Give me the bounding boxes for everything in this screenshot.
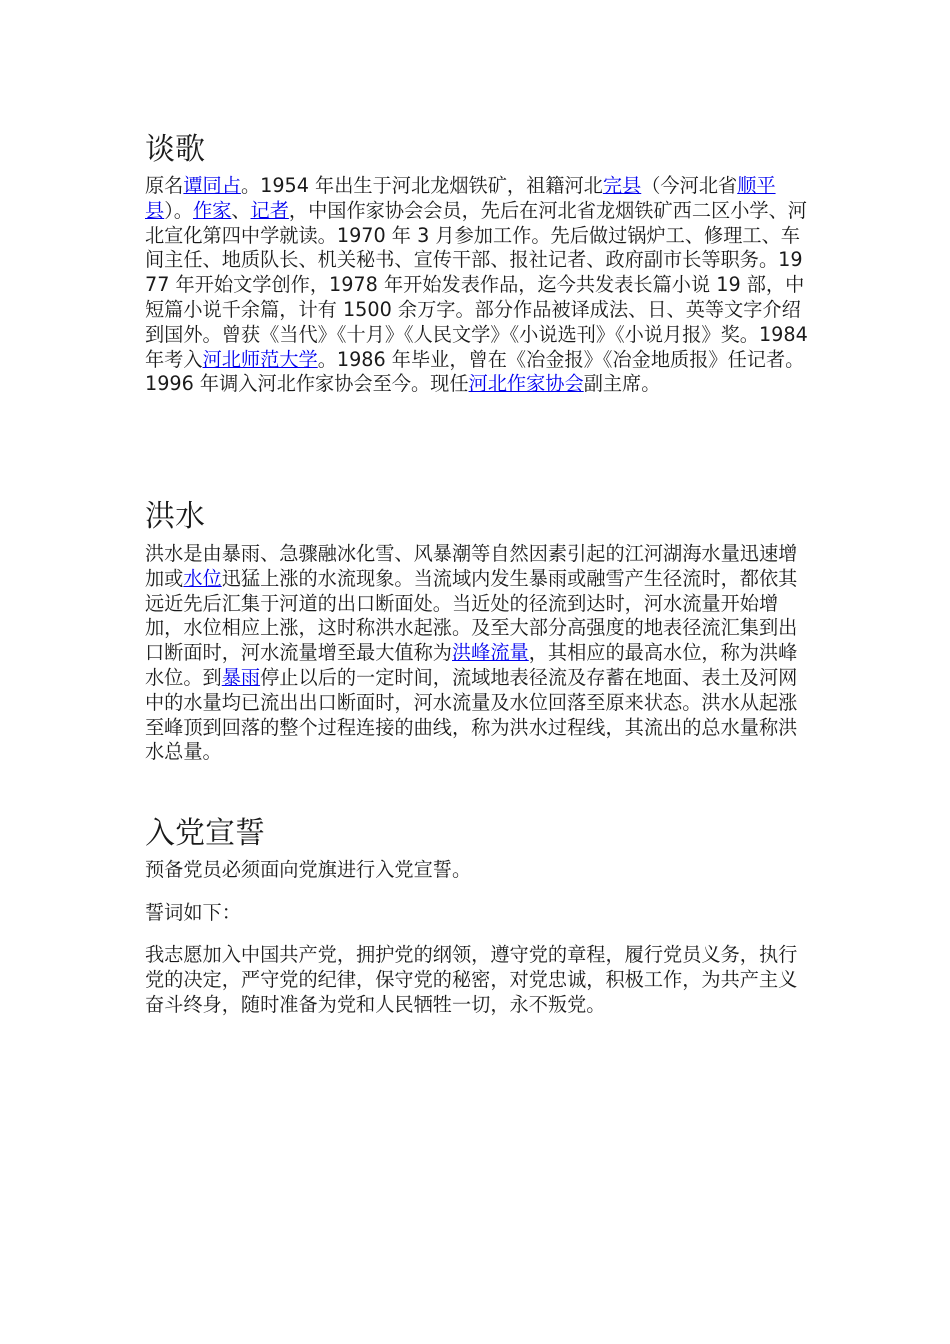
section-heading-oath: 入党宣誓	[145, 816, 265, 851]
inline-link[interactable]: 完县	[602, 174, 642, 197]
oath-intro-paragraph: 预备党员必须面向党旗进行入党宣誓。	[145, 858, 472, 881]
oath-text-paragraph: 我志愿加入中国共产党，拥护党的纲领，遵守党的章程，履行党员义务，执行党的决定，严守党的纪律，保守党的秘密，对党忠诚，积极工作，为共产主义奋斗终身，随时准备为党和人民牺牲一切，永不叛党。	[145, 943, 798, 1016]
text-run: 迅猛上涨的水流现象。当流域内发生暴雨或融雪产生径流时，都依其远近先后汇集于河道的出口断面处。当近处的径流到达时，河水流量开始增加，水位相应上涨，这时称洪水起涨。及至大部分高强度的地表径流汇集到出口断面时，河水流量增至最大值称为	[145, 566, 798, 665]
section-paragraph-flood	[145, 542, 811, 765]
inline-link[interactable]: 水位	[183, 566, 222, 590]
inline-link[interactable]: 顺平县	[145, 174, 776, 222]
inline-link[interactable]: 洪峰流量	[452, 641, 529, 665]
section-paragraph-tange	[145, 174, 811, 397]
inline-link[interactable]: 记者	[250, 198, 289, 222]
inline-link[interactable]: 作家	[192, 198, 232, 222]
inline-link[interactable]: 河北师范大学	[202, 347, 318, 371]
inline-link[interactable]: 河北作家协会	[468, 372, 584, 396]
text-run: 。1954 年出生于河北龙烟铁矿，祖籍河北	[240, 174, 603, 197]
text-run: ，其相应的最高水位，称为洪峰水位。到	[145, 641, 798, 689]
text-run: 。1986 年毕业，曾在《冶金报》《冶金地质报》任记者。1996 年调入河北作家协会至今。现任	[145, 347, 805, 396]
text-run: （今河北省	[641, 174, 738, 197]
oath-label-paragraph: 誓词如下：	[145, 901, 241, 924]
section-heading-flood: 洪水	[145, 499, 205, 534]
text-run: 副主席。	[583, 372, 661, 396]
text-run: ，中国作家协会会员，先后在河北省龙烟铁矿西二区小学、河北宣化第四中学就读。1970 年 3 月参加工作。先后做过锅炉工、修理工、车间主任、地质队长、机关秘书、宣传干部、报社记者、政府副市长等职务。1977 年开始文学创作，1978 年开始发表作品，迄今共发表长篇小说 19 部，中短篇小说千余篇，计有 1500 余万字。部分作品被译成法、日、英等文字介绍到国外。曾获《当代》《十月》《人民文学》《小说选刊》《小说月报》奖。1984 年考入	[145, 198, 808, 371]
text-run: 停止以后的一定时间，流域地表径流及存蓄在地面、表土及河网中的水量均已流出出口断面时，河水流量及水位回落至原来状态。洪水从起涨至峰顶到回落的整个过程连接的曲线，称为洪水过程线，其流出的总水量称洪水总量。	[145, 665, 798, 764]
text-run: 洪水是由暴雨、急骤融冰化雪、风暴潮等自然因素引起的江河湖海水量迅速增加或	[145, 542, 798, 590]
text-run: 、	[231, 198, 251, 222]
text-run: ）。	[164, 198, 193, 222]
text-run: 原名	[145, 174, 184, 197]
inline-link[interactable]: 谭同占	[183, 174, 241, 197]
inline-link[interactable]: 暴雨	[221, 665, 261, 689]
section-heading-tange: 谈歌	[145, 132, 205, 167]
